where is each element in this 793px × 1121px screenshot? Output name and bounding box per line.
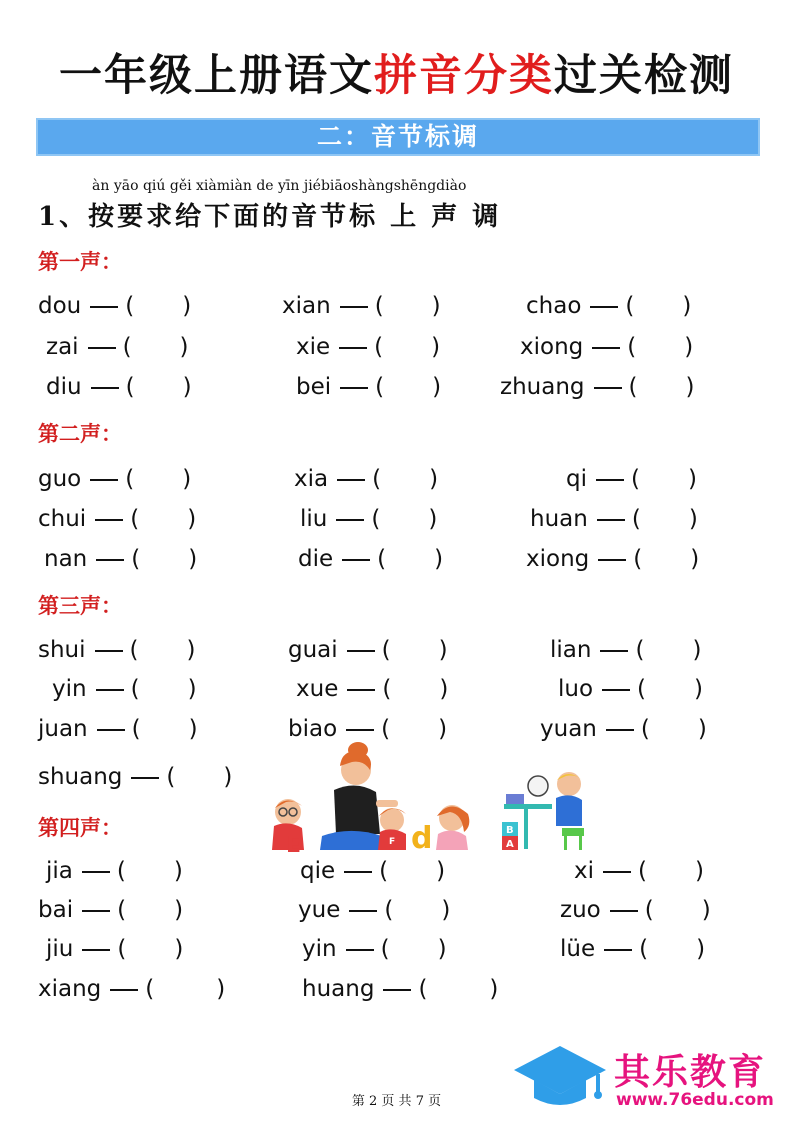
dash: [602, 689, 630, 691]
block-letter-a: A: [506, 839, 514, 850]
dash: [606, 729, 634, 731]
syllable: chui: [38, 506, 87, 532]
syllable: xian: [282, 293, 331, 319]
tone-label-1: 第一声：: [38, 249, 122, 274]
syllable: luo: [558, 676, 594, 702]
syllable: xue: [296, 676, 339, 702]
dash: [336, 519, 364, 521]
dash: [95, 650, 123, 652]
dash: [90, 479, 118, 481]
syllable-item: yue ( ): [298, 897, 451, 923]
syllable-item: qi ( ): [566, 466, 697, 492]
syllable: dou: [38, 293, 82, 319]
tone-label-4: 第四声：: [38, 815, 122, 840]
syllable: huang: [302, 976, 375, 1002]
dash: [110, 989, 138, 991]
dash: [610, 910, 638, 912]
dash: [344, 871, 372, 873]
syllable-item: guai ( ): [288, 637, 448, 663]
syllable: lüe: [560, 936, 596, 962]
syllable: lian: [550, 637, 592, 663]
dash: [88, 347, 116, 349]
syllable-item: xi ( ): [574, 858, 704, 884]
syllable-item: xue ( ): [296, 676, 449, 702]
question-text: 1、按要求给下面的音节标 上 声 调: [38, 202, 502, 232]
syllable-item: qie ( ): [300, 858, 446, 884]
syllable: xi: [574, 858, 595, 884]
syllable-item: xia ( ): [294, 466, 439, 492]
syllable: xiang: [38, 976, 102, 1002]
tone-label-3: 第三声：: [38, 593, 122, 618]
dash: [596, 479, 624, 481]
dash: [82, 910, 110, 912]
dash: [594, 387, 622, 389]
syllable-item: huang ( ): [302, 976, 499, 1002]
dash: [603, 871, 631, 873]
syllable: bai: [38, 897, 74, 923]
syllable-item: luo ( ): [558, 676, 704, 702]
syllable-item: yuan ( ): [540, 716, 707, 742]
syllable: xia: [294, 466, 329, 492]
syllable-item: guo ( ): [38, 466, 192, 492]
dash: [339, 347, 367, 349]
letter-d-shape: d: [411, 821, 433, 856]
dash: [91, 387, 119, 389]
dash: [600, 650, 628, 652]
shirt-letter-f: F: [389, 837, 396, 847]
dash: [340, 387, 368, 389]
title-part-1: 一年级上册语文: [59, 51, 374, 101]
syllable: zai: [46, 334, 79, 360]
syllable: xiong: [526, 546, 590, 572]
syllable-item: huan ( ): [530, 506, 698, 532]
syllable-item: zai ( ): [46, 334, 189, 360]
syllable: xiong: [520, 334, 584, 360]
section-banner: 二：音节标调: [36, 118, 760, 156]
syllable-item: lüe ( ): [560, 936, 706, 962]
syllable-item: xiang ( ): [38, 976, 226, 1002]
syllable-item: zhuang ( ): [500, 374, 695, 400]
dash: [96, 559, 124, 561]
syllable-item: xie ( ): [296, 334, 441, 360]
syllable-item: chui ( ): [38, 506, 197, 532]
dash: [96, 689, 124, 691]
syllable: guo: [38, 466, 82, 492]
syllable: chao: [526, 293, 582, 319]
syllable-item: bai ( ): [38, 897, 184, 923]
dash: [347, 689, 375, 691]
syllable-item: chao ( ): [526, 293, 692, 319]
syllable: huan: [530, 506, 588, 532]
dash: [592, 347, 620, 349]
dash: [97, 729, 125, 731]
dash: [383, 989, 411, 991]
brand-url: www.76edu.com: [616, 1090, 774, 1110]
syllable-item: jia ( ): [46, 858, 183, 884]
syllable-item: jiu ( ): [46, 936, 184, 962]
syllable: zuo: [560, 897, 601, 923]
syllable-item: die ( ): [298, 546, 444, 572]
title-part-3: 过关检测: [554, 51, 734, 101]
syllable-item: juan ( ): [38, 716, 198, 742]
dash: [604, 949, 632, 951]
syllable: qie: [300, 858, 336, 884]
dash: [590, 306, 618, 308]
teacher-children-illustration: [266, 740, 602, 858]
dash: [95, 519, 123, 521]
page-footer: 第 2 页 共 7 页: [351, 1094, 442, 1109]
syllable-item: nan ( ): [44, 546, 198, 572]
dash: [82, 871, 110, 873]
syllable: yue: [298, 897, 341, 923]
syllable: shui: [38, 637, 86, 663]
syllable: liu: [300, 506, 328, 532]
syllable: xie: [296, 334, 331, 360]
syllable-item: xian ( ): [282, 293, 441, 319]
dash: [346, 949, 374, 951]
syllable-item: shuang ( ): [38, 764, 233, 790]
dash: [349, 910, 377, 912]
syllable-item: lian ( ): [550, 637, 702, 663]
syllable: juan: [38, 716, 88, 742]
syllable-item: zuo ( ): [560, 897, 711, 923]
syllable: zhuang: [500, 374, 585, 400]
dash: [598, 559, 626, 561]
syllable-item: yin ( ): [52, 676, 197, 702]
syllable-item: bei ( ): [296, 374, 442, 400]
syllable: yin: [52, 676, 87, 702]
syllable: diu: [46, 374, 82, 400]
syllable-item: shui ( ): [38, 637, 196, 663]
dash: [131, 777, 159, 779]
syllable: qi: [566, 466, 587, 492]
syllable: jia: [46, 858, 73, 884]
syllable: bei: [296, 374, 332, 400]
dash: [597, 519, 625, 521]
syllable: yin: [302, 936, 337, 962]
syllable-item: diu ( ): [46, 374, 192, 400]
tone-label-2: 第二声：: [38, 421, 122, 446]
dash: [342, 559, 370, 561]
syllable-item: xiong ( ): [520, 334, 694, 360]
syllable-item: yin ( ): [302, 936, 447, 962]
dash: [337, 479, 365, 481]
syllable: jiu: [46, 936, 74, 962]
dash: [82, 949, 110, 951]
syllable: die: [298, 546, 334, 572]
syllable-item: dou ( ): [38, 293, 192, 319]
dash: [90, 306, 118, 308]
syllable: guai: [288, 637, 338, 663]
syllable: yuan: [540, 716, 597, 742]
syllable-item: biao ( ): [288, 716, 448, 742]
dash: [347, 650, 375, 652]
dash: [340, 306, 368, 308]
block-letter-b: B: [506, 825, 514, 836]
title-part-2: 拼音分类: [374, 51, 554, 101]
syllable: biao: [288, 716, 338, 742]
instruction-pinyin: àn yāo qiú gěi xiàmiàn de yīn jiébiāoshàngshēngdiào: [92, 178, 467, 194]
dash: [346, 729, 374, 731]
syllable: nan: [44, 546, 88, 572]
page-title: [0, 48, 793, 104]
letter-e-block: E: [286, 833, 302, 858]
syllable-item: xiong ( ): [526, 546, 700, 572]
brand-name: 其乐教育: [614, 1052, 767, 1093]
syllable: shuang: [38, 764, 123, 790]
syllable-item: liu ( ): [300, 506, 438, 532]
